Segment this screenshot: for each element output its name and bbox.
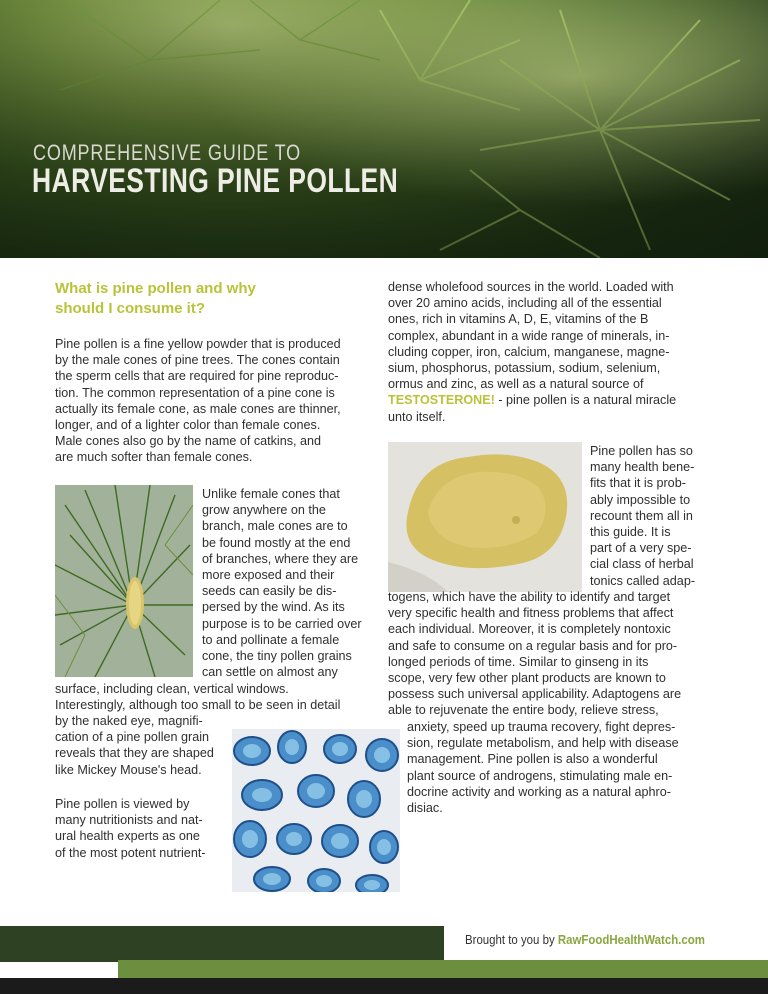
paragraph-health-benefits — [590, 443, 730, 589]
footer-band-black — [0, 978, 768, 994]
text-line: sion, regulate metabolism, and help with disease — [407, 736, 679, 751]
paragraph-nutritionists — [55, 796, 230, 861]
header-banner — [0, 0, 768, 258]
text-line: longed periods of time. Similar to ginseng in its — [388, 654, 649, 669]
male-pine-cone-photo — [55, 485, 193, 677]
pine-branch-background — [0, 0, 768, 258]
text-line: be found mostly at the end — [202, 535, 351, 550]
text-line: and safe to consume on a regular basis and for pro- — [388, 638, 678, 653]
text-line: disiac. — [407, 801, 443, 816]
credit-site-link[interactable]: RawFoodHealthWatch.com — [557, 932, 705, 947]
text-line: cation of a pine pollen grain — [55, 730, 210, 745]
text-line: tion. The common representation of a pine cone is — [55, 385, 335, 400]
text-line: Male cones also go by the name of catkins, and — [55, 434, 322, 449]
paragraph-male-cones — [202, 486, 382, 680]
text-line: dense wholefood sources in the world. Loaded with — [388, 280, 674, 294]
text-line: Pine pollen is viewed by — [55, 797, 190, 811]
text-line: ones, rich in vitamins A, D, E, vitamins of the B — [388, 312, 649, 327]
text-line: this guide. It is — [590, 525, 671, 540]
text-line: surface, including clean, vertical windows. — [55, 682, 289, 696]
text-line: tonics called adap- — [590, 573, 696, 588]
text-line: Pine pollen has so — [590, 444, 693, 458]
paragraph-pollen-intro — [55, 336, 375, 466]
text-line: longer, and of a lighter color than female cones. — [55, 418, 321, 433]
text-line: can settle on almost any — [202, 665, 338, 680]
pine-pollen-powder-photo — [388, 442, 582, 592]
text-line: like Mickey Mouse's head. — [55, 762, 202, 777]
text-line: anxiety, speed up trauma recovery, fight depres- — [407, 720, 676, 734]
text-line: many nutritionists and nat- — [55, 813, 203, 828]
footer-credit — [465, 932, 705, 947]
text-line: togens, which have the ability to identify and target — [388, 590, 671, 604]
text-line: over 20 amino acids, including all of the essential — [388, 296, 662, 311]
text-line: cluding copper, iron, calcium, manganese, magne- — [388, 344, 670, 359]
paragraph-wholefood — [388, 279, 718, 425]
text-line: Interestingly, although too small to be seen in detail — [55, 698, 341, 713]
text-line: sium, phosphorus, potassium, sodium, selenium, — [388, 361, 661, 376]
text-line: ormus and zinc, as well as a natural source of — [388, 377, 644, 392]
text-line: cial class of herbal — [590, 557, 694, 572]
text-line: ably impossible to — [590, 492, 691, 507]
text-line: fits that it is prob- — [590, 476, 686, 491]
text-line: by the naked eye, magnifi- — [55, 714, 203, 728]
text-line: persed by the wind. As its — [202, 600, 345, 615]
text-line: each individual. Moreover, it is completely nontoxic — [388, 622, 671, 637]
text-line: management. Pine pollen is also a wonderful — [407, 752, 658, 767]
section-heading-line-1: What is pine pollen and why — [55, 280, 256, 297]
text-line: unto itself. — [388, 409, 446, 424]
text-line: to and pollinate a female — [202, 632, 340, 647]
text-line: Pine pollen is a fine yellow powder that is produced — [55, 337, 341, 351]
text-line: by the male cones of pine trees. The cones contain — [55, 353, 340, 368]
text-line: seeds can easily be dis- — [202, 584, 337, 599]
text-line: possess such universal applicability. Adaptogens are — [388, 687, 682, 702]
paragraph-androgens — [407, 719, 727, 816]
text-line: more exposed and their — [202, 568, 335, 583]
header-title: HARVESTING PINE POLLEN — [32, 162, 399, 200]
text-line: actually its female cone, as male cones are thinner, — [55, 401, 341, 416]
text-line — [388, 392, 718, 408]
text-line: very specific health and fitness problems that affect — [388, 606, 674, 621]
text-line: branch, male cones are to — [202, 519, 348, 534]
text-line: Unlike female cones that — [202, 487, 340, 501]
paragraph-adaptogens — [388, 589, 728, 719]
text-line: docrine activity and working as a natural aphro- — [407, 784, 671, 799]
text-line: recount them all in — [590, 508, 693, 523]
footer-band-green — [118, 960, 768, 980]
text-line: purpose is to be carried over — [202, 616, 362, 631]
text-span: - pine pollen is a natural miracle — [494, 393, 677, 408]
text-line: grow anywhere on the — [202, 503, 326, 518]
text-line: scope, very few other plant products are known to — [388, 671, 666, 686]
credit-prefix: Brought to you by — [465, 932, 558, 947]
text-line: are much softer than female cones. — [55, 450, 253, 465]
text-line: the sperm cells that are required for pine reproduc- — [55, 369, 339, 384]
text-line: part of a very spe- — [590, 541, 692, 556]
text-line: complex, abundant in a wide range of minerals, in- — [388, 328, 670, 343]
paragraph-mickey — [55, 713, 230, 778]
section-heading — [55, 279, 345, 319]
pollen-grain-microscope-photo — [232, 729, 400, 892]
text-line: able to rejuvenate the entire body, relieve stress, — [388, 703, 659, 718]
text-line: reveals that they are shaped — [55, 746, 214, 761]
section-heading-line-2: should I consume it? — [55, 300, 206, 317]
text-line: cone, the tiny pollen grains — [202, 649, 352, 664]
paragraph-windows — [55, 681, 385, 713]
footer-band-dark — [0, 926, 444, 962]
text-line: plant source of androgens, stimulating male en- — [407, 768, 673, 783]
text-line: many health bene- — [590, 460, 695, 475]
text-line: of branches, where they are — [202, 551, 359, 566]
text-line: ural health experts as one — [55, 829, 200, 844]
testosterone-highlight: TESTOSTERONE! — [388, 393, 495, 408]
text-line: of the most potent nutrient- — [55, 845, 206, 860]
header-subtitle: COMPREHENSIVE GUIDE TO — [33, 140, 301, 165]
